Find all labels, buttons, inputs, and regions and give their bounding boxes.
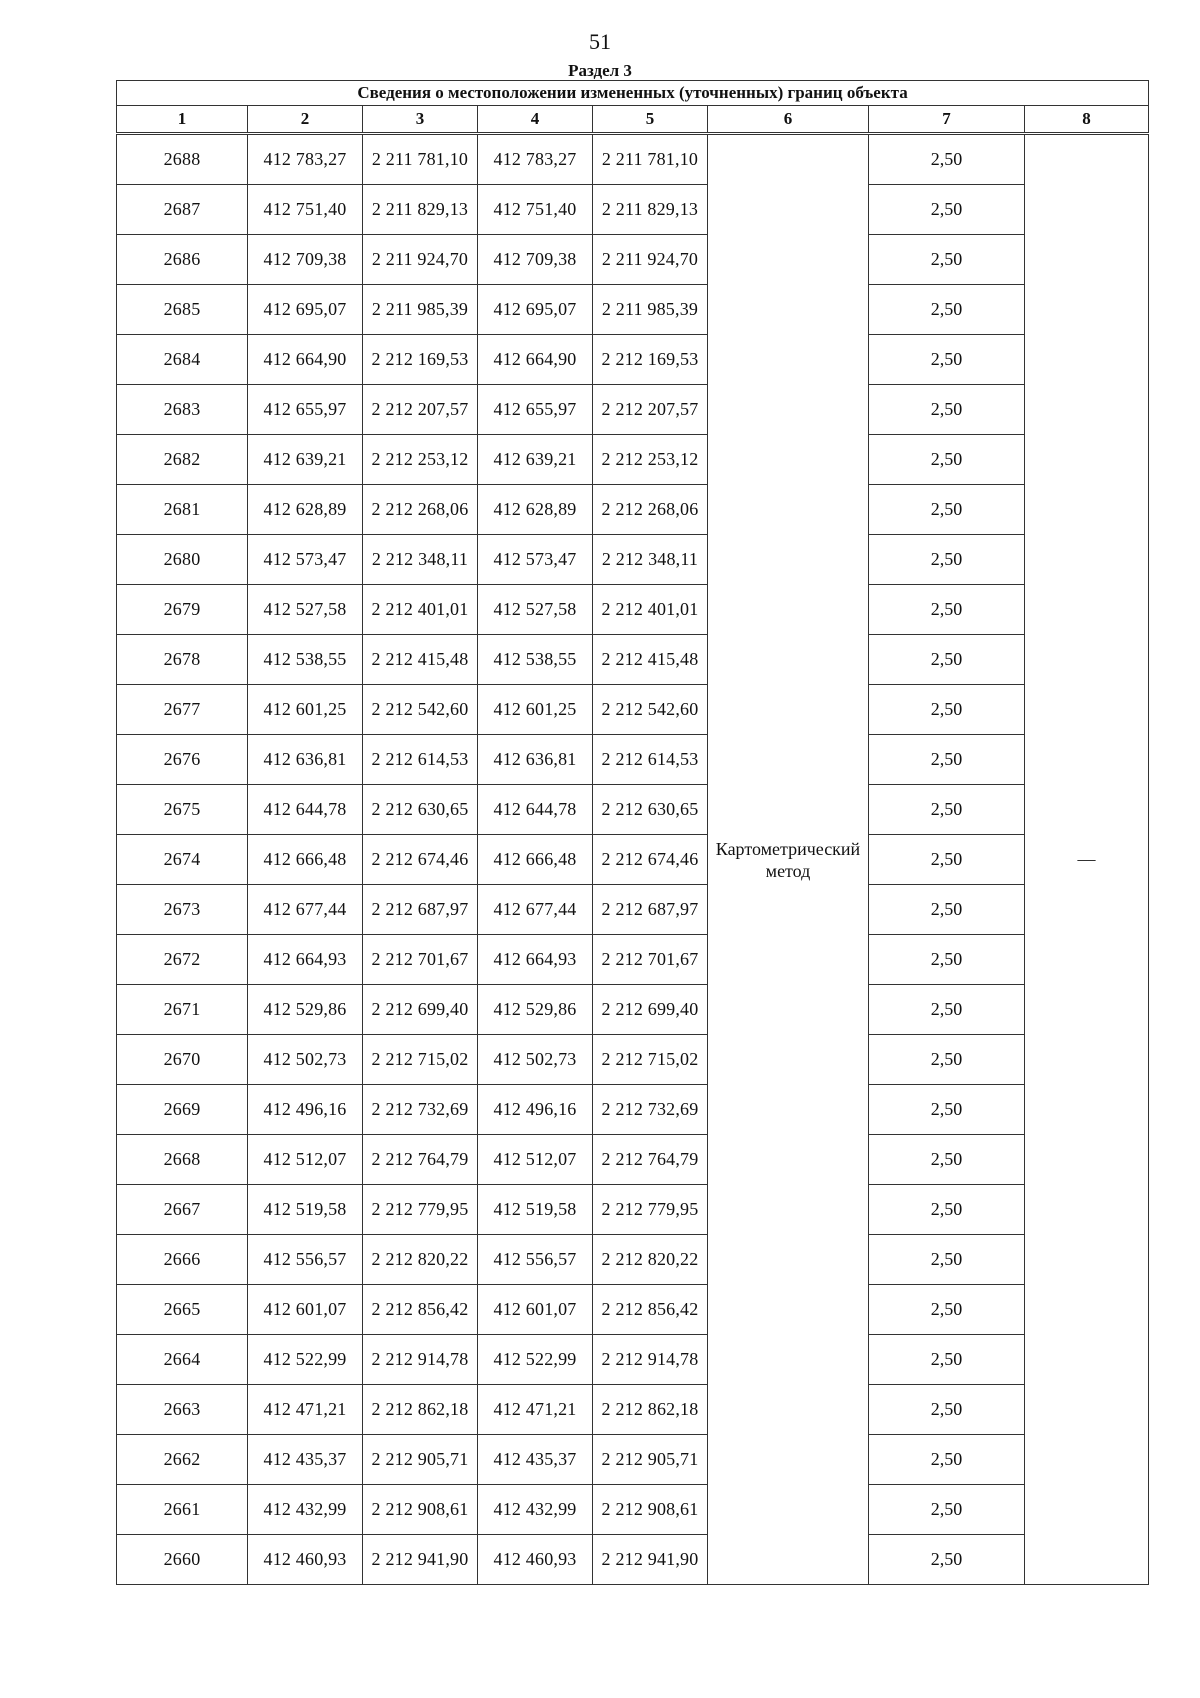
coordinate-cell: 2 212 348,11: [593, 535, 708, 585]
coordinate-cell: 2 211 985,39: [593, 285, 708, 335]
coordinate-cell: 2 212 415,48: [363, 635, 478, 685]
table-row: [117, 835, 1149, 885]
coordinate-cell: 412 460,93: [248, 1535, 363, 1585]
coordinate-cell: 2 212 941,90: [363, 1535, 478, 1585]
table-row: [117, 1085, 1149, 1135]
coordinate-cell: 412 432,99: [478, 1485, 593, 1535]
coordinate-cell: 412 695,07: [248, 285, 363, 335]
coordinate-cell: 412 519,58: [248, 1185, 363, 1235]
table-row: [117, 735, 1149, 785]
coordinate-cell: 412 783,27: [248, 134, 363, 185]
coordinate-cell: 412 529,86: [478, 985, 593, 1035]
accuracy-cell: 2,50: [869, 885, 1025, 935]
coordinate-cell: 412 639,21: [248, 435, 363, 485]
coordinate-cell: 412 519,58: [478, 1185, 593, 1235]
coordinate-cell: 2 212 614,53: [593, 735, 708, 785]
coordinate-cell: 2 212 542,60: [363, 685, 478, 735]
coordinate-cell: 412 751,40: [478, 185, 593, 235]
coordinate-cell: 2 212 820,22: [363, 1235, 478, 1285]
column-header: 7: [869, 106, 1025, 134]
coordinate-cell: 2 212 701,67: [363, 935, 478, 985]
coordinate-cell: 2 212 914,78: [593, 1335, 708, 1385]
coordinate-cell: 2 212 856,42: [593, 1285, 708, 1335]
coordinate-cell: 2 211 985,39: [363, 285, 478, 335]
point-number-cell: 2677: [117, 685, 248, 735]
accuracy-cell: 2,50: [869, 535, 1025, 585]
coordinate-cell: 412 601,07: [478, 1285, 593, 1335]
coordinate-cell: 2 212 169,53: [593, 335, 708, 385]
coordinate-cell: 412 529,86: [248, 985, 363, 1035]
point-number-cell: 2674: [117, 835, 248, 885]
coordinate-cell: 2 212 779,95: [593, 1185, 708, 1235]
coordinate-cell: 412 636,81: [248, 735, 363, 785]
table-row: [117, 235, 1149, 285]
table-row: [117, 585, 1149, 635]
coordinate-cell: 2 212 862,18: [593, 1385, 708, 1435]
table-row: [117, 785, 1149, 835]
column-header: 2: [248, 106, 363, 134]
table-row: [117, 485, 1149, 535]
accuracy-cell: 2,50: [869, 485, 1025, 535]
table-row: [117, 285, 1149, 335]
page-number: 51: [589, 29, 611, 54]
column-header: 4: [478, 106, 593, 134]
coordinate-cell: 412 471,21: [248, 1385, 363, 1435]
coordinate-cell: 2 211 829,13: [593, 185, 708, 235]
coordinate-cell: 412 666,48: [478, 835, 593, 885]
column-header: 3: [363, 106, 478, 134]
table-row: [117, 1235, 1149, 1285]
point-number-cell: 2661: [117, 1485, 248, 1535]
section-title: Раздел 3: [568, 61, 632, 80]
coordinate-cell: 412 655,97: [478, 385, 593, 435]
coordinate-cell: 412 538,55: [248, 635, 363, 685]
coordinate-cell: 412 783,27: [478, 134, 593, 185]
coordinate-cell: 2 212 764,79: [593, 1135, 708, 1185]
accuracy-cell: 2,50: [869, 134, 1025, 185]
table-row: [117, 1185, 1149, 1235]
column-number-row: [117, 106, 1149, 134]
coordinate-cell: 412 695,07: [478, 285, 593, 335]
coordinate-cell: 412 601,07: [248, 1285, 363, 1335]
column-header: 5: [593, 106, 708, 134]
point-number-cell: 2660: [117, 1535, 248, 1585]
accuracy-cell: 2,50: [869, 1235, 1025, 1285]
point-number-cell: 2686: [117, 235, 248, 285]
point-number-cell: 2671: [117, 985, 248, 1035]
coordinate-cell: 2 212 253,12: [593, 435, 708, 485]
point-number-cell: 2675: [117, 785, 248, 835]
coordinate-cell: 2 212 542,60: [593, 685, 708, 735]
coordinate-cell: 412 666,48: [248, 835, 363, 885]
point-number-cell: 2680: [117, 535, 248, 585]
table-row: [117, 985, 1149, 1035]
coordinate-cell: 412 496,16: [478, 1085, 593, 1135]
coordinate-cell: 412 556,57: [248, 1235, 363, 1285]
point-number-cell: 2679: [117, 585, 248, 635]
coordinate-cell: 412 664,93: [248, 935, 363, 985]
accuracy-cell: 2,50: [869, 285, 1025, 335]
accuracy-cell: 2,50: [869, 635, 1025, 685]
coordinate-cell: 2 212 820,22: [593, 1235, 708, 1285]
coordinate-cell: 2 212 674,46: [363, 835, 478, 885]
point-number-cell: 2678: [117, 635, 248, 685]
table-row: [117, 1335, 1149, 1385]
coordinate-cell: 2 212 699,40: [363, 985, 478, 1035]
coordinate-cell: 2 212 614,53: [363, 735, 478, 785]
coordinate-cell: 2 212 207,57: [593, 385, 708, 435]
accuracy-cell: 2,50: [869, 785, 1025, 835]
accuracy-cell: 2,50: [869, 685, 1025, 735]
table-row: [117, 134, 1149, 185]
accuracy-cell: 2,50: [869, 235, 1025, 285]
coordinate-cell: 412 538,55: [478, 635, 593, 685]
accuracy-cell: 2,50: [869, 835, 1025, 885]
accuracy-cell: 2,50: [869, 1035, 1025, 1085]
point-number-cell: 2682: [117, 435, 248, 485]
coordinate-cell: 412 496,16: [248, 1085, 363, 1135]
coordinate-cell: 412 527,58: [248, 585, 363, 635]
accuracy-cell: 2,50: [869, 1135, 1025, 1185]
accuracy-cell: 2,50: [869, 435, 1025, 485]
coordinate-cell: 412 512,07: [248, 1135, 363, 1185]
coordinate-cell: 2 212 715,02: [593, 1035, 708, 1085]
coordinate-cell: 412 677,44: [478, 885, 593, 935]
table-row: [117, 1135, 1149, 1185]
coordinate-cell: 412 512,07: [478, 1135, 593, 1185]
coordinate-cell: 2 212 630,65: [363, 785, 478, 835]
coordinate-cell: 412 664,90: [248, 335, 363, 385]
coordinate-cell: 2 212 253,12: [363, 435, 478, 485]
point-number-cell: 2683: [117, 385, 248, 435]
coordinate-cell: 2 211 924,70: [363, 235, 478, 285]
point-number-cell: 2668: [117, 1135, 248, 1185]
accuracy-cell: 2,50: [869, 935, 1025, 985]
point-number-cell: 2663: [117, 1385, 248, 1435]
point-number-cell: 2684: [117, 335, 248, 385]
coordinate-cell: 2 212 914,78: [363, 1335, 478, 1385]
coordinate-cell: 412 527,58: [478, 585, 593, 635]
accuracy-cell: 2,50: [869, 185, 1025, 235]
coordinate-cell: 412 435,37: [248, 1435, 363, 1485]
method-cell: Картометрический метод: [708, 134, 869, 1585]
coordinate-cell: 2 212 764,79: [363, 1135, 478, 1185]
coordinate-cell: 2 212 630,65: [593, 785, 708, 835]
coordinate-cell: 412 644,78: [478, 785, 593, 835]
coordinate-cell: 2 212 415,48: [593, 635, 708, 685]
coordinate-cell: 412 664,93: [478, 935, 593, 985]
coordinate-cell: 412 502,73: [478, 1035, 593, 1085]
accuracy-cell: 2,50: [869, 585, 1025, 635]
accuracy-cell: 2,50: [869, 1485, 1025, 1535]
column-header: 1: [117, 106, 248, 134]
accuracy-cell: 2,50: [869, 1185, 1025, 1235]
table-row: [117, 1535, 1149, 1585]
coordinate-cell: 2 212 401,01: [593, 585, 708, 635]
coordinate-cell: 412 628,89: [248, 485, 363, 535]
accuracy-cell: 2,50: [869, 735, 1025, 785]
point-number-cell: 2670: [117, 1035, 248, 1085]
coordinate-cell: 412 460,93: [478, 1535, 593, 1585]
coordinate-cell: 412 601,25: [478, 685, 593, 735]
coordinate-cell: 2 212 268,06: [593, 485, 708, 535]
coordinate-cell: 2 212 856,42: [363, 1285, 478, 1335]
coordinate-cell: 2 212 701,67: [593, 935, 708, 985]
table-row: [117, 335, 1149, 385]
coordinate-cell: 2 211 829,13: [363, 185, 478, 235]
coordinate-cell: 412 573,47: [478, 535, 593, 585]
coordinate-cell: 2 211 781,10: [363, 134, 478, 185]
coordinate-cell: 2 211 781,10: [593, 134, 708, 185]
column-8-cell: —: [1025, 134, 1149, 1585]
accuracy-cell: 2,50: [869, 1435, 1025, 1485]
coordinate-cell: 2 212 779,95: [363, 1185, 478, 1235]
coordinate-cell: 2 212 401,01: [363, 585, 478, 635]
boundary-coordinates-table: [116, 80, 1149, 1585]
accuracy-cell: 2,50: [869, 1085, 1025, 1135]
coordinate-cell: 412 751,40: [248, 185, 363, 235]
coordinate-cell: 2 212 732,69: [593, 1085, 708, 1135]
coordinate-cell: 2 212 169,53: [363, 335, 478, 385]
table-row: [117, 1035, 1149, 1085]
coordinate-cell: 2 212 699,40: [593, 985, 708, 1035]
table-caption: Сведения о местоположении измененных (уточненных) границ объекта: [117, 81, 1149, 106]
coordinate-cell: 412 644,78: [248, 785, 363, 835]
coordinate-cell: 412 628,89: [478, 485, 593, 535]
accuracy-cell: 2,50: [869, 385, 1025, 435]
column-header: 8: [1025, 106, 1149, 134]
coordinate-cell: 2 212 207,57: [363, 385, 478, 435]
table-row: [117, 185, 1149, 235]
accuracy-cell: 2,50: [869, 985, 1025, 1035]
coordinate-cell: 412 522,99: [248, 1335, 363, 1385]
coordinate-cell: 412 709,38: [248, 235, 363, 285]
point-number-cell: 2662: [117, 1435, 248, 1485]
accuracy-cell: 2,50: [869, 1385, 1025, 1435]
coordinate-cell: 2 212 268,06: [363, 485, 478, 535]
column-header: 6: [708, 106, 869, 134]
coordinate-cell: 412 502,73: [248, 1035, 363, 1085]
coordinate-cell: 2 212 348,11: [363, 535, 478, 585]
coordinate-cell: 412 432,99: [248, 1485, 363, 1535]
coordinate-cell: 412 471,21: [478, 1385, 593, 1435]
table-body: [117, 134, 1149, 1585]
table-row: [117, 635, 1149, 685]
point-number-cell: 2676: [117, 735, 248, 785]
point-number-cell: 2669: [117, 1085, 248, 1135]
coordinate-cell: 412 677,44: [248, 885, 363, 935]
point-number-cell: 2681: [117, 485, 248, 535]
accuracy-cell: 2,50: [869, 1535, 1025, 1585]
coordinate-cell: 412 655,97: [248, 385, 363, 435]
point-number-cell: 2685: [117, 285, 248, 335]
accuracy-cell: 2,50: [869, 1285, 1025, 1335]
coordinate-cell: 412 435,37: [478, 1435, 593, 1485]
table-row: [117, 935, 1149, 985]
coordinate-cell: 2 212 674,46: [593, 835, 708, 885]
coordinate-cell: 2 212 908,61: [363, 1485, 478, 1535]
table-row: [117, 385, 1149, 435]
point-number-cell: 2664: [117, 1335, 248, 1385]
point-number-cell: 2673: [117, 885, 248, 935]
coordinate-cell: 412 573,47: [248, 535, 363, 585]
accuracy-cell: 2,50: [869, 1335, 1025, 1385]
point-number-cell: 2667: [117, 1185, 248, 1235]
coordinate-cell: 412 522,99: [478, 1335, 593, 1385]
point-number-cell: 2666: [117, 1235, 248, 1285]
table-row: [117, 535, 1149, 585]
coordinate-cell: 2 212 862,18: [363, 1385, 478, 1435]
coordinate-cell: 412 636,81: [478, 735, 593, 785]
coordinate-cell: 2 212 908,61: [593, 1485, 708, 1535]
point-number-cell: 2688: [117, 134, 248, 185]
coordinate-cell: 2 212 732,69: [363, 1085, 478, 1135]
point-number-cell: 2665: [117, 1285, 248, 1335]
table-row: [117, 1385, 1149, 1435]
coordinate-cell: 2 212 687,97: [363, 885, 478, 935]
coordinate-cell: 2 212 905,71: [593, 1435, 708, 1485]
coordinate-cell: 412 556,57: [478, 1235, 593, 1285]
coordinate-cell: 412 664,90: [478, 335, 593, 385]
table-row: [117, 1485, 1149, 1535]
table-row: [117, 885, 1149, 935]
table-row: [117, 1285, 1149, 1335]
coordinate-cell: 2 212 687,97: [593, 885, 708, 935]
accuracy-cell: 2,50: [869, 335, 1025, 385]
table-row: [117, 435, 1149, 485]
coordinate-cell: 2 212 905,71: [363, 1435, 478, 1485]
table-row: [117, 685, 1149, 735]
coordinate-cell: 2 212 715,02: [363, 1035, 478, 1085]
table-row: [117, 1435, 1149, 1485]
coordinate-cell: 412 709,38: [478, 235, 593, 285]
coordinate-cell: 2 211 924,70: [593, 235, 708, 285]
coordinate-cell: 412 601,25: [248, 685, 363, 735]
coordinate-cell: 2 212 941,90: [593, 1535, 708, 1585]
point-number-cell: 2687: [117, 185, 248, 235]
coordinate-cell: 412 639,21: [478, 435, 593, 485]
point-number-cell: 2672: [117, 935, 248, 985]
